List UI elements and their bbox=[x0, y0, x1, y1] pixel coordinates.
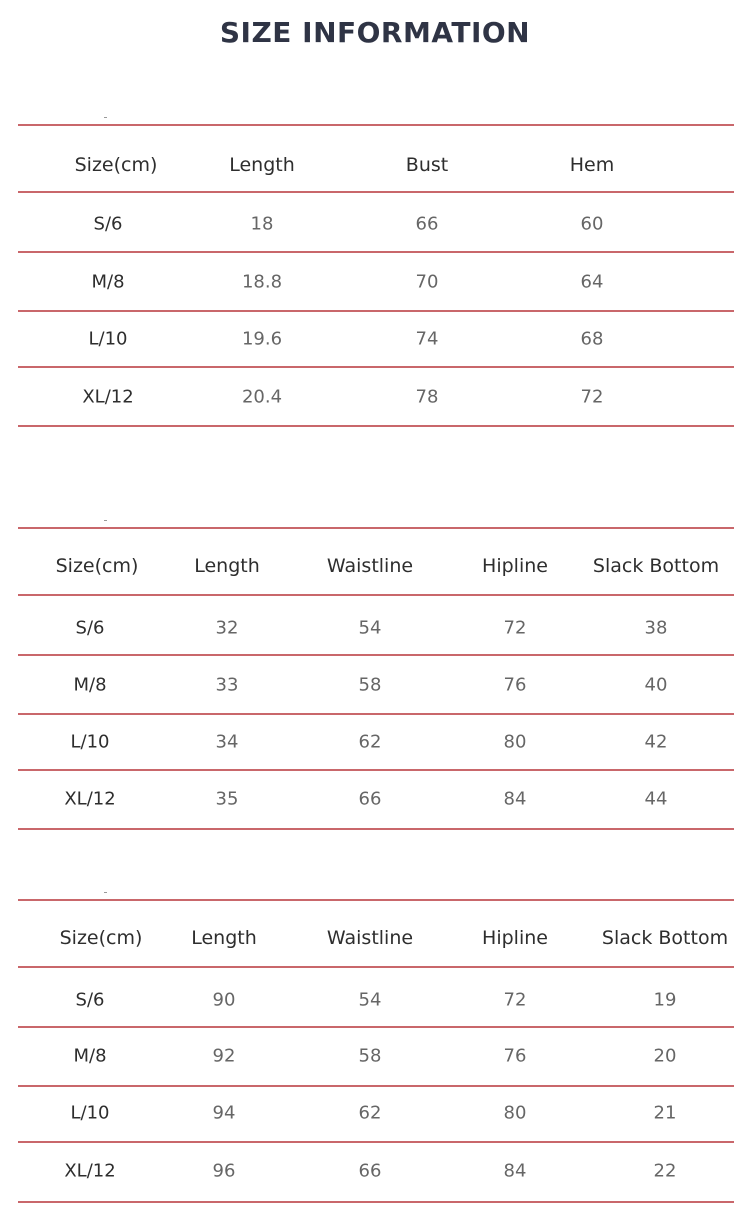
table-cell: 94 bbox=[212, 1102, 236, 1124]
decorative-dot bbox=[104, 520, 107, 521]
row-size-label: XL/12 bbox=[64, 1160, 116, 1182]
table-cell: 62 bbox=[358, 1102, 382, 1124]
column-header: Hipline bbox=[482, 927, 548, 949]
table-cell: 78 bbox=[415, 386, 439, 408]
column-header: Length bbox=[229, 154, 295, 176]
table-cell: 58 bbox=[358, 1045, 382, 1067]
table-cell: 54 bbox=[358, 989, 382, 1011]
table-cell: 38 bbox=[644, 617, 668, 639]
column-header: Size(cm) bbox=[55, 555, 139, 577]
table-cell: 58 bbox=[358, 674, 382, 696]
page-title: SIZE INFORMATION bbox=[219, 16, 531, 49]
table-cell: 22 bbox=[653, 1160, 677, 1182]
table-cell: 92 bbox=[212, 1045, 236, 1067]
column-header: Size(cm) bbox=[59, 927, 143, 949]
table-cell: 34 bbox=[215, 731, 239, 753]
table-divider bbox=[18, 251, 734, 253]
table-divider bbox=[18, 713, 734, 715]
row-size-label: L/10 bbox=[70, 731, 110, 753]
column-header: Bust bbox=[405, 154, 449, 176]
table-cell: 32 bbox=[215, 617, 239, 639]
table-cell: 76 bbox=[503, 1045, 527, 1067]
decorative-dot bbox=[104, 892, 107, 893]
table-cell: 64 bbox=[580, 271, 604, 293]
row-size-label: M/8 bbox=[73, 1045, 107, 1067]
table-cell: 20 bbox=[653, 1045, 677, 1067]
table-divider bbox=[18, 769, 734, 771]
table-cell: 76 bbox=[503, 674, 527, 696]
column-header: Waistline bbox=[326, 555, 414, 577]
table-cell: 66 bbox=[358, 1160, 382, 1182]
table-divider bbox=[18, 828, 734, 830]
table-cell: 80 bbox=[503, 1102, 527, 1124]
table-divider bbox=[18, 191, 734, 193]
row-size-label: L/10 bbox=[70, 1102, 110, 1124]
row-size-label: M/8 bbox=[73, 674, 107, 696]
column-header: Size(cm) bbox=[74, 154, 158, 176]
table-cell: 54 bbox=[358, 617, 382, 639]
table-divider bbox=[18, 654, 734, 656]
table-cell: 19.6 bbox=[241, 328, 283, 350]
row-size-label: XL/12 bbox=[64, 788, 116, 810]
table-divider bbox=[18, 1026, 734, 1028]
row-size-label: XL/12 bbox=[82, 386, 134, 408]
table-cell: 21 bbox=[653, 1102, 677, 1124]
column-header: Slack Bottom bbox=[601, 927, 729, 949]
table-cell: 42 bbox=[644, 731, 668, 753]
table-cell: 40 bbox=[644, 674, 668, 696]
table-cell: 20.4 bbox=[241, 386, 283, 408]
row-size-label: S/6 bbox=[93, 213, 123, 235]
table-cell: 62 bbox=[358, 731, 382, 753]
table-divider bbox=[18, 124, 734, 126]
table-cell: 84 bbox=[503, 788, 527, 810]
row-size-label: S/6 bbox=[75, 989, 105, 1011]
table-cell: 84 bbox=[503, 1160, 527, 1182]
table-divider bbox=[18, 1141, 734, 1143]
column-header: Hem bbox=[569, 154, 615, 176]
table-cell: 72 bbox=[580, 386, 604, 408]
column-header: Length bbox=[194, 555, 260, 577]
table-cell: 72 bbox=[503, 989, 527, 1011]
size-table-3 bbox=[18, 899, 734, 1203]
table-divider bbox=[18, 1085, 734, 1087]
table-cell: 18.8 bbox=[241, 271, 283, 293]
table-divider bbox=[18, 366, 734, 368]
table-divider bbox=[18, 594, 734, 596]
decorative-dot bbox=[104, 117, 107, 118]
table-divider bbox=[18, 425, 734, 427]
table-divider bbox=[18, 1201, 734, 1203]
table-cell: 72 bbox=[503, 617, 527, 639]
size-table-2 bbox=[18, 527, 734, 831]
column-header: Slack Bottom bbox=[592, 555, 720, 577]
row-size-label: M/8 bbox=[91, 271, 125, 293]
row-size-label: S/6 bbox=[75, 617, 105, 639]
column-header: Hipline bbox=[482, 555, 548, 577]
column-header: Length bbox=[191, 927, 257, 949]
table-cell: 90 bbox=[212, 989, 236, 1011]
table-divider bbox=[18, 310, 734, 312]
table-cell: 66 bbox=[358, 788, 382, 810]
table-divider bbox=[18, 966, 734, 968]
table-cell: 19 bbox=[653, 989, 677, 1011]
table-cell: 66 bbox=[415, 213, 439, 235]
row-size-label: L/10 bbox=[88, 328, 128, 350]
table-cell: 70 bbox=[415, 271, 439, 293]
table-cell: 74 bbox=[415, 328, 439, 350]
table-cell: 96 bbox=[212, 1160, 236, 1182]
table-cell: 18 bbox=[250, 213, 274, 235]
table-cell: 68 bbox=[580, 328, 604, 350]
table-divider bbox=[18, 527, 734, 529]
table-cell: 44 bbox=[644, 788, 668, 810]
table-cell: 35 bbox=[215, 788, 239, 810]
size-table-1 bbox=[18, 124, 734, 428]
table-cell: 60 bbox=[580, 213, 604, 235]
table-divider bbox=[18, 899, 734, 901]
table-cell: 33 bbox=[215, 674, 239, 696]
column-header: Waistline bbox=[326, 927, 414, 949]
table-cell: 80 bbox=[503, 731, 527, 753]
